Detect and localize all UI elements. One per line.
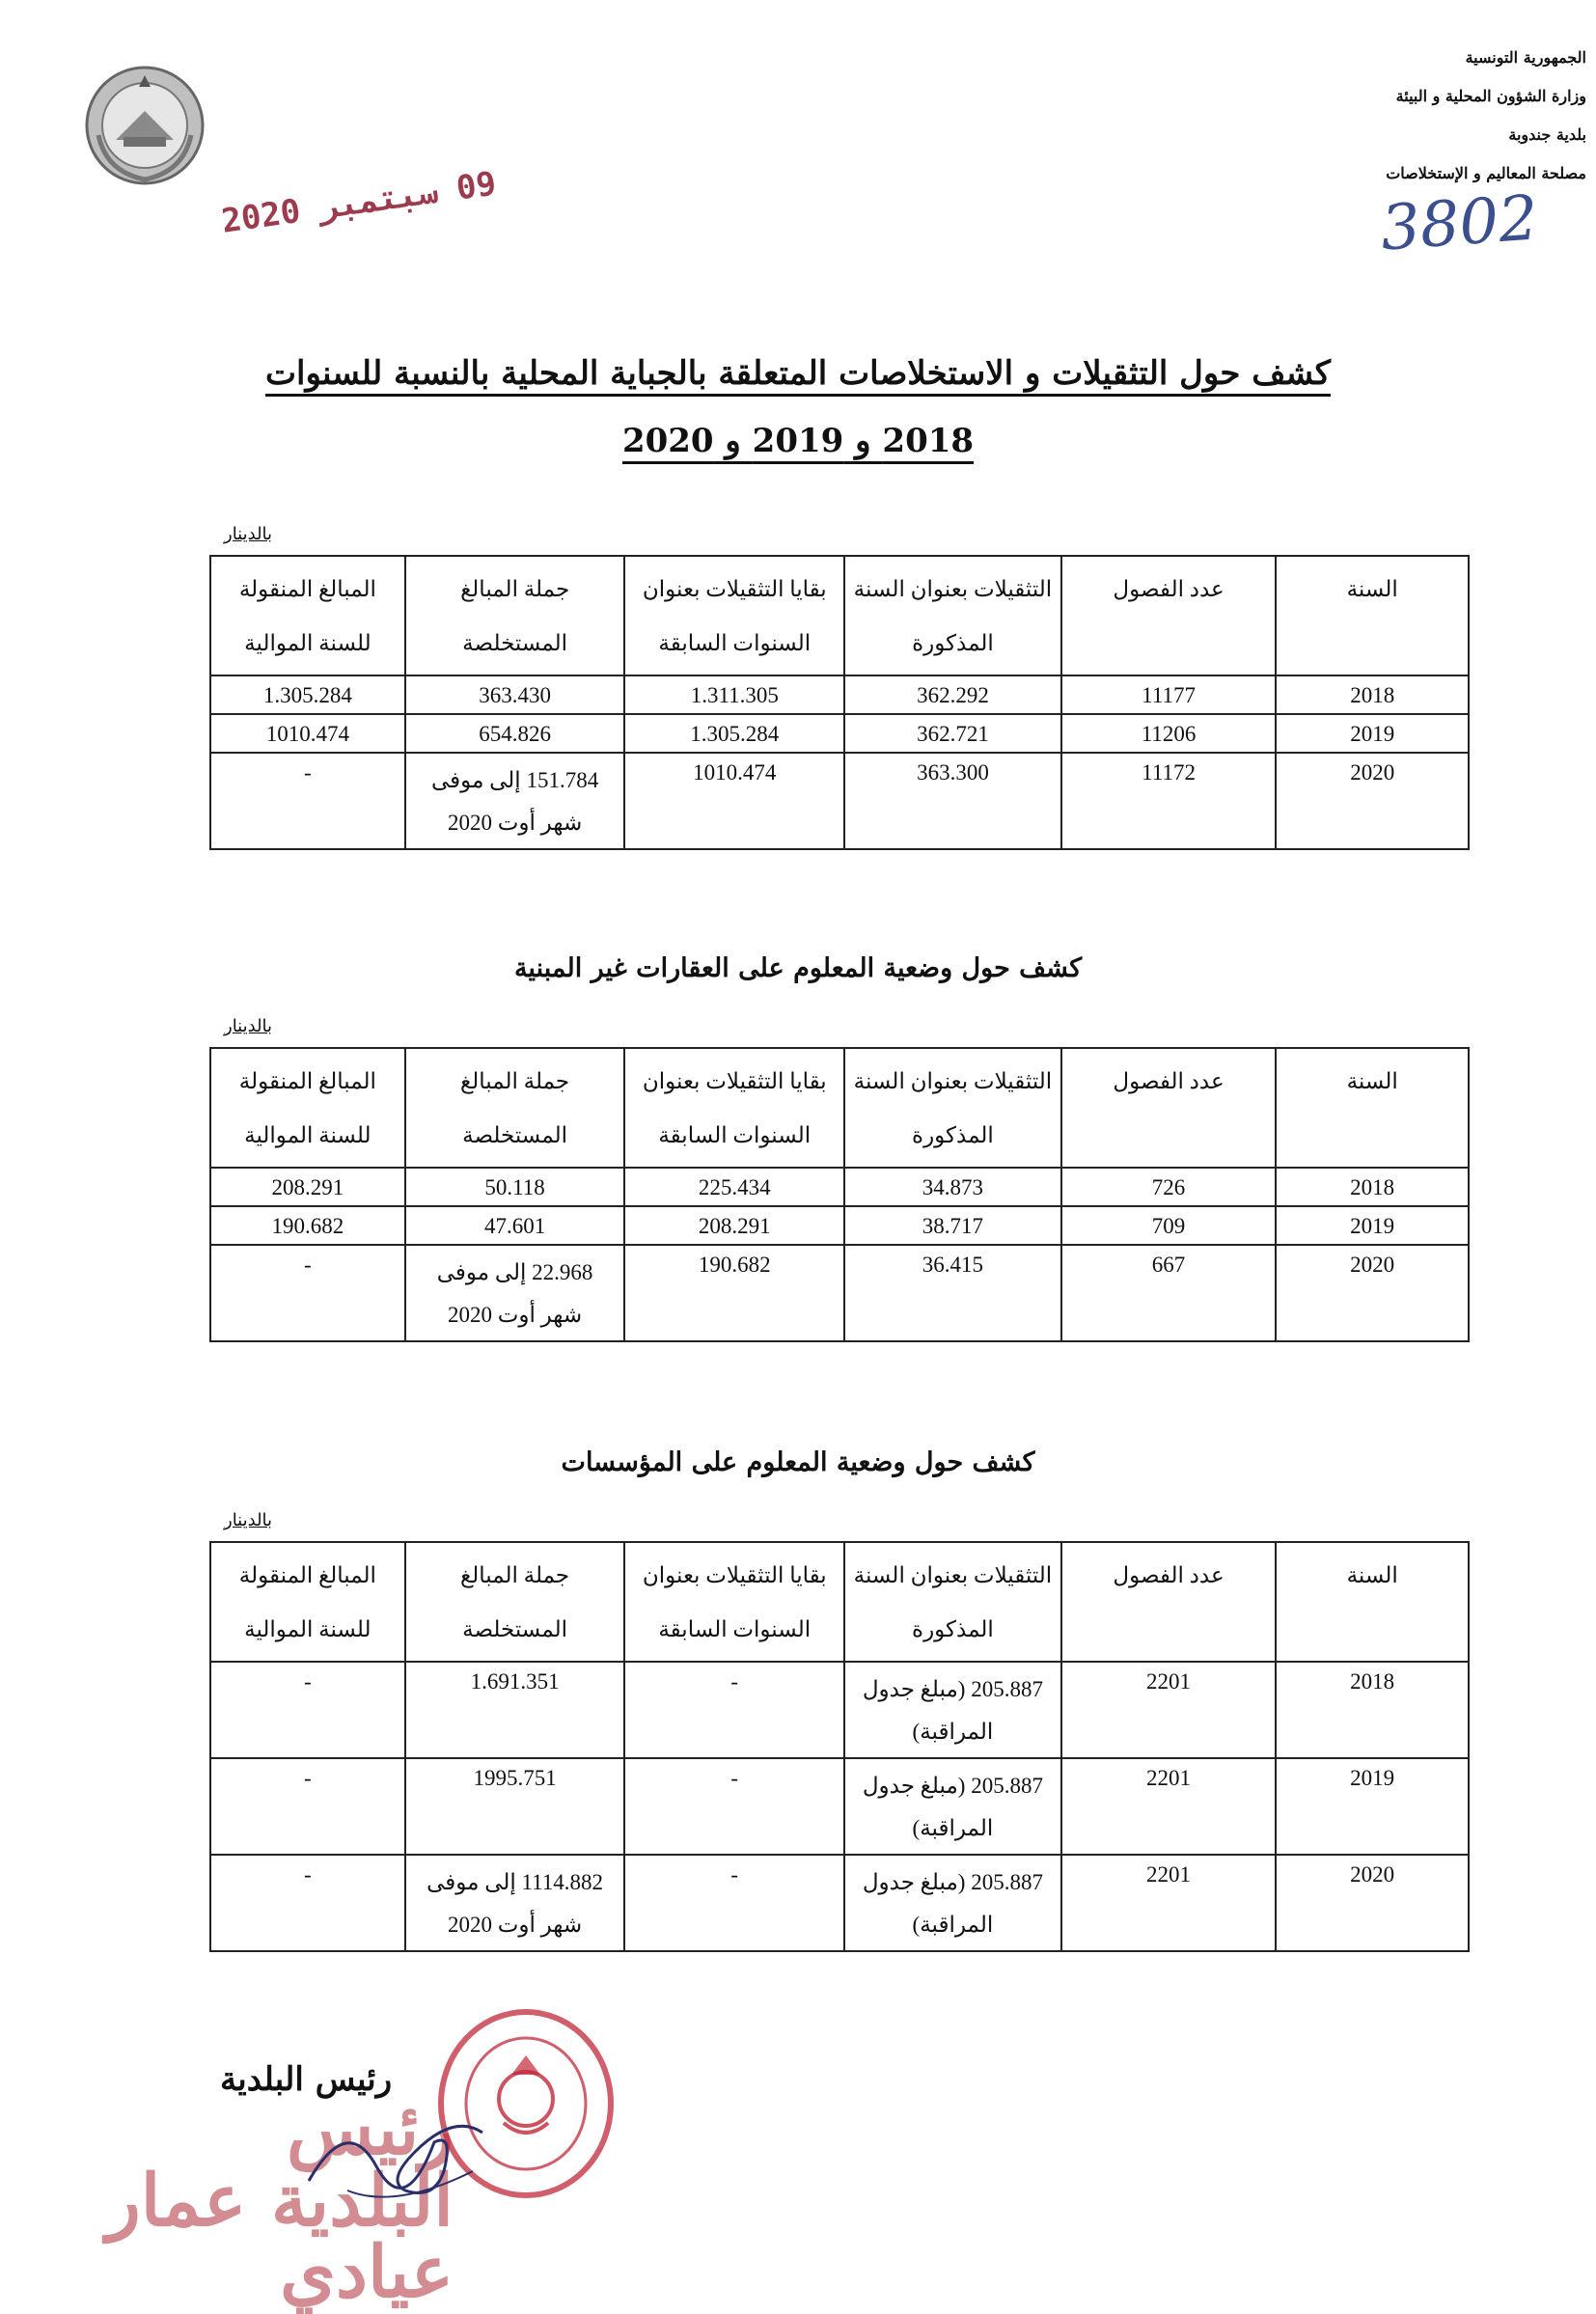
table-header-row [210, 556, 1469, 675]
cell-remaining: 1.305.284 [624, 714, 844, 753]
cell-remaining: 225.434 [624, 1168, 844, 1206]
table-row [210, 714, 1469, 753]
col-taxed: التثقيلات بعنوان السنة المذكورة [844, 1542, 1061, 1662]
local-tax-table [209, 555, 1470, 850]
table-row [210, 753, 1469, 849]
cell-collected: 151.784 إلى موفى شهر أوت 2020 [405, 753, 625, 849]
cell-remaining: - [624, 1662, 844, 1758]
cell-carried: 208.291 [210, 1168, 405, 1206]
cell-remaining: - [624, 1758, 844, 1855]
cell-taxed: 363.300 [844, 753, 1061, 849]
cell-taxed: 34.873 [844, 1168, 1061, 1206]
col-collected: جملة المبالغ المستخلصة [405, 1542, 625, 1662]
cell-taxed: 36.415 [844, 1245, 1061, 1341]
cell-remaining: 1010.474 [624, 753, 844, 849]
cell-year: 2019 [1276, 1758, 1469, 1855]
cell-count: 11177 [1061, 675, 1277, 714]
cell-collected: 1114.882 إلى موفى شهر أوت 2020 [405, 1855, 625, 1951]
table-header-row [210, 1048, 1469, 1168]
header-ministry: وزارة الشؤون المحلية و البيئة [1395, 87, 1586, 105]
unit-label: بالدينار [224, 524, 273, 544]
table-row [210, 1758, 1469, 1855]
title-line-2: 2018 و 2019 و 2020 [621, 422, 975, 460]
col-carried: المبالغ المنقولة للسنة الموالية [210, 556, 405, 675]
received-date-stamp: 09 سبتمبر 2020 [219, 164, 499, 241]
col-taxed: التثقيلات بعنوان السنة المذكورة [844, 556, 1061, 675]
col-collected: جملة المبالغ المستخلصة [405, 1048, 625, 1168]
col-count: عدد الفصول [1061, 556, 1277, 675]
cell-remaining: 208.291 [624, 1206, 844, 1245]
cell-count: 11206 [1061, 714, 1277, 753]
cell-year: 2018 [1276, 675, 1469, 714]
col-collected: جملة المبالغ المستخلصة [405, 556, 625, 675]
table-row [210, 1855, 1469, 1951]
cell-taxed: 38.717 [844, 1206, 1061, 1245]
cell-year: 2020 [1276, 1245, 1469, 1341]
mayor-name-stamp: رئيس البلدية عمار عيادي [105, 2088, 454, 2314]
cell-collected: 363.430 [405, 675, 625, 714]
cell-taxed: 362.292 [844, 675, 1061, 714]
handwritten-signature-icon [289, 2075, 502, 2219]
col-year: السنة [1276, 1048, 1469, 1168]
table-row [210, 1245, 1469, 1341]
section-title-establishments: كشف حول وضعية المعلوم على المؤسسات [561, 1447, 1035, 1477]
cell-count: 709 [1061, 1206, 1277, 1245]
cell-count: 2201 [1061, 1662, 1277, 1758]
cell-count: 2201 [1061, 1855, 1277, 1951]
cell-year: 2019 [1276, 1206, 1469, 1245]
cell-carried: 1.305.284 [210, 675, 405, 714]
cell-carried: 1010.474 [210, 714, 405, 753]
document-title [193, 340, 1403, 475]
letterhead [1316, 39, 1586, 193]
cell-collected: 50.118 [405, 1168, 625, 1206]
col-year: السنة [1276, 556, 1469, 675]
cell-carried: - [210, 1245, 405, 1341]
cell-year: 2020 [1276, 1855, 1469, 1951]
establishments-tax-table [209, 1541, 1470, 1952]
cell-remaining: 190.682 [624, 1245, 844, 1341]
cell-taxed: 205.887 (مبلغ جدول المراقبة) [844, 1855, 1061, 1951]
cell-collected: 1.691.351 [405, 1662, 625, 1758]
cell-collected: 22.968 إلى موفى شهر أوت 2020 [405, 1245, 625, 1341]
col-count: عدد الفصول [1061, 1048, 1277, 1168]
cell-carried: - [210, 1662, 405, 1758]
header-municipality: بلدية جندوبة [1508, 125, 1586, 144]
table-row [210, 1206, 1469, 1245]
cell-count: 726 [1061, 1168, 1277, 1206]
cell-year: 2019 [1276, 714, 1469, 753]
cell-year: 2018 [1276, 1168, 1469, 1206]
cell-collected: 47.601 [405, 1206, 625, 1245]
section-title-unbuilt-property: كشف حول وضعية المعلوم على العقارات غير المبنية [513, 953, 1083, 983]
cell-year: 2018 [1276, 1662, 1469, 1758]
table-row [210, 675, 1469, 714]
col-count: عدد الفصول [1061, 1542, 1277, 1662]
unbuilt-property-tax-table [209, 1047, 1470, 1342]
title-line-1: كشف حول التثقيلات و الاستخلاصات المتعلقة بالجباية المحلية بالنسبة للسنوات [265, 354, 1331, 393]
cell-collected: 1995.751 [405, 1758, 625, 1855]
col-carried: المبالغ المنقولة للسنة الموالية [210, 1542, 405, 1662]
municipal-emblem-icon [77, 58, 212, 193]
col-carried: المبالغ المنقولة للسنة الموالية [210, 1048, 405, 1168]
handwritten-reference-number: 3802 [1378, 182, 1541, 265]
col-remaining: بقايا التثقيلات بعنوان السنوات السابقة [624, 556, 844, 675]
cell-collected: 654.826 [405, 714, 625, 753]
col-taxed: التثقيلات بعنوان السنة المذكورة [844, 1048, 1061, 1168]
table-row [210, 1662, 1469, 1758]
cell-carried: - [210, 753, 405, 849]
cell-count: 2201 [1061, 1758, 1277, 1855]
cell-remaining: - [624, 1855, 844, 1951]
cell-taxed: 205.887 (مبلغ جدول المراقبة) [844, 1758, 1061, 1855]
cell-carried: 190.682 [210, 1206, 405, 1245]
cell-year: 2020 [1276, 753, 1469, 849]
header-republic: الجمهورية التونسية [1465, 48, 1586, 67]
table-header-row [210, 1542, 1469, 1662]
col-remaining: بقايا التثقيلات بعنوان السنوات السابقة [624, 1048, 844, 1168]
unit-label: بالدينار [224, 1016, 273, 1036]
unit-label: بالدينار [224, 1510, 273, 1530]
cell-taxed: 362.721 [844, 714, 1061, 753]
mayor-title: رئيس البلدية [220, 2060, 393, 2099]
table-row [210, 1168, 1469, 1206]
cell-carried: - [210, 1758, 405, 1855]
cell-carried: - [210, 1855, 405, 1951]
cell-remaining: 1.311.305 [624, 675, 844, 714]
col-remaining: بقايا التثقيلات بعنوان السنوات السابقة [624, 1542, 844, 1662]
col-year: السنة [1276, 1542, 1469, 1662]
cell-count: 667 [1061, 1245, 1277, 1341]
header-department: مصلحة المعاليم و الإستخلاصات [1386, 164, 1586, 182]
cell-count: 11172 [1061, 753, 1277, 849]
cell-taxed: 205.887 (مبلغ جدول المراقبة) [844, 1662, 1061, 1758]
